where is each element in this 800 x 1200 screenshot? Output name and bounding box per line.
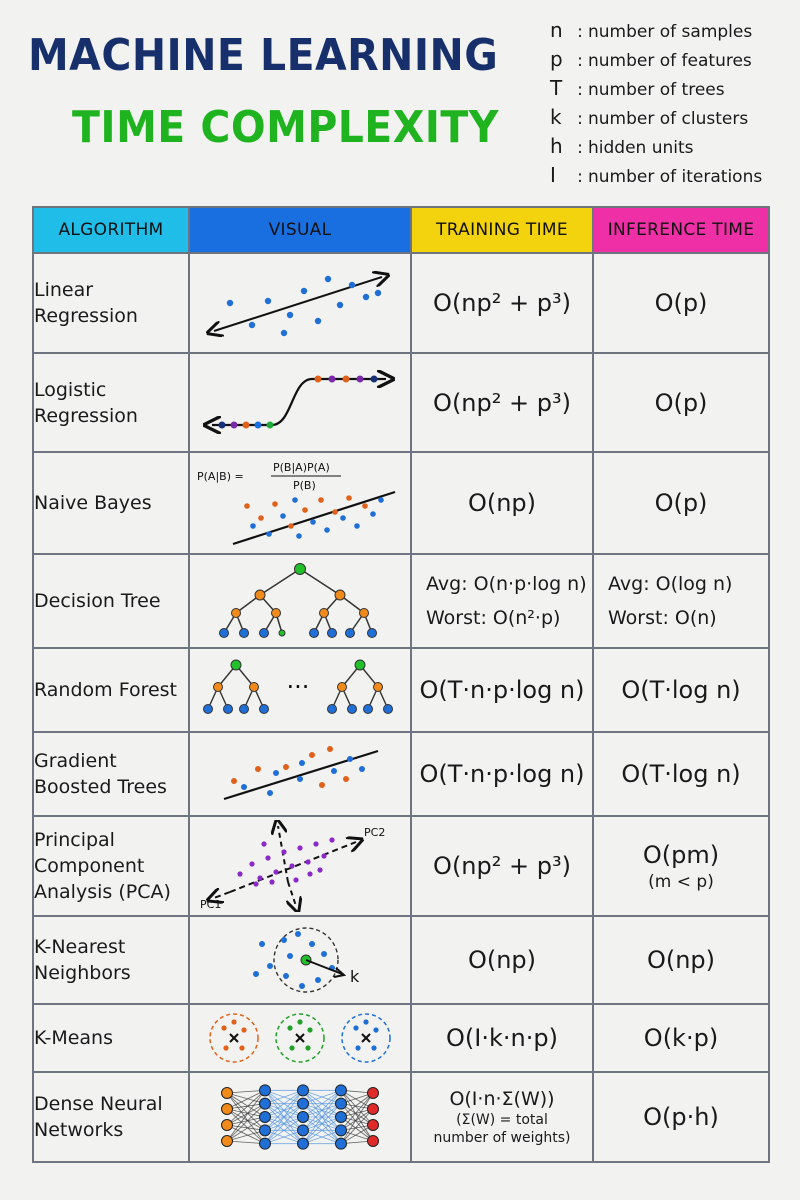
table-row	[33, 648, 769, 732]
neuron-node	[368, 1120, 379, 1131]
neuron-node	[368, 1088, 379, 1099]
legend-item: I : number of iterations	[550, 163, 763, 187]
bayes-formula-numerator: P(B|A)P(A)	[273, 461, 330, 474]
legend-item: h : hidden units	[550, 134, 694, 158]
training-time: Avg: O(n·p·log n) Worst: O(n²·p)	[411, 554, 593, 648]
title-machine-learning: MACHINE LEARNING	[28, 30, 499, 81]
visual-cell	[189, 732, 411, 816]
neuron-node	[222, 1088, 233, 1099]
neuron-node	[298, 1138, 309, 1149]
inference-time: O(p)	[593, 253, 769, 353]
neuron-node	[298, 1125, 309, 1136]
header-visual: VISUAL	[189, 207, 411, 253]
header-algorithm: ALGORITHM	[33, 207, 189, 253]
knn-icon	[200, 920, 400, 1000]
pc1-label: PC1	[200, 898, 222, 911]
sigmoid-icon	[200, 363, 400, 443]
neural-net-icon	[215, 1077, 385, 1157]
inference-time: O(p)	[593, 452, 769, 554]
neuron-node	[222, 1120, 233, 1131]
neuron-node	[336, 1138, 347, 1149]
training-time: O(np² + p³)	[411, 353, 593, 452]
table-row	[33, 353, 769, 452]
algorithm-name: K-Means	[33, 1004, 189, 1072]
forest-icon	[200, 655, 400, 725]
pc2-label: PC2	[364, 826, 386, 839]
visual-cell	[189, 816, 411, 916]
scatter-line-icon	[200, 263, 400, 343]
neuron-node	[260, 1085, 271, 1096]
inference-time: O(np)	[593, 916, 769, 1004]
neuron-node	[336, 1098, 347, 1109]
k-label: k	[350, 967, 360, 986]
bayes-formula-left: P(A|B) =	[197, 470, 244, 483]
clusters-icon	[200, 1008, 400, 1068]
inference-time: O(p)	[593, 353, 769, 452]
legend-item: n : number of samples	[550, 18, 753, 42]
pca-icon	[200, 820, 400, 912]
visual-cell	[189, 253, 411, 353]
inference-time: O(T·log n)	[593, 732, 769, 816]
algorithm-name: Logistic Regression	[33, 353, 189, 452]
visual-cell	[189, 554, 411, 648]
neuron-node	[298, 1085, 309, 1096]
neuron-node	[336, 1085, 347, 1096]
inference-time: O(k·p)	[593, 1004, 769, 1072]
tree-icon	[210, 559, 390, 643]
symbol-legend	[550, 18, 762, 192]
visual-cell	[189, 1072, 411, 1162]
table-row	[33, 253, 769, 353]
header-inference-time: INFERENCE TIME	[593, 207, 769, 253]
neuron-node	[298, 1112, 309, 1123]
table-row	[33, 554, 769, 648]
title-time-complexity: TIME COMPLEXITY	[72, 102, 499, 153]
inference-time: O(T·log n)	[593, 648, 769, 732]
algorithm-name: Linear Regression	[33, 253, 189, 353]
training-time: O(np)	[411, 916, 593, 1004]
table-row	[33, 1004, 769, 1072]
algorithm-name: K-Nearest Neighbors	[33, 916, 189, 1004]
neuron-node	[260, 1125, 271, 1136]
legend-item: T : number of trees	[550, 76, 725, 100]
neuron-node	[368, 1136, 379, 1147]
table-row	[33, 732, 769, 816]
training-time: O(np)	[411, 452, 593, 554]
neuron-node	[260, 1112, 271, 1123]
training-time: O(np² + p³)	[411, 253, 593, 353]
visual-cell	[189, 452, 411, 554]
header-training-time: TRAINING TIME	[411, 207, 593, 253]
table-row	[33, 816, 769, 916]
neuron-node	[260, 1138, 271, 1149]
algorithm-name: Dense Neural Networks	[33, 1072, 189, 1162]
algorithm-name: Gradient Boosted Trees	[33, 732, 189, 816]
inference-time: Avg: O(log n) Worst: O(n)	[593, 554, 769, 648]
neuron-node	[222, 1136, 233, 1147]
training-time: O(I·k·n·p)	[411, 1004, 593, 1072]
legend-item: p : number of features	[550, 47, 752, 71]
table-header-row	[33, 207, 769, 253]
table-row	[33, 916, 769, 1004]
training-time: O(I·n·Σ(W)) (Σ(W) = total number of weights)	[411, 1072, 593, 1162]
visual-cell	[189, 353, 411, 452]
table-row	[33, 1072, 769, 1162]
algorithm-name: Random Forest	[33, 648, 189, 732]
neuron-node	[336, 1125, 347, 1136]
neuron-node	[298, 1098, 309, 1109]
visual-cell	[189, 1004, 411, 1072]
ellipsis-text: ···	[286, 673, 310, 701]
neuron-node	[260, 1098, 271, 1109]
legend-item: k : number of clusters	[550, 105, 749, 129]
training-time: O(np² + p³)	[411, 816, 593, 916]
boosted-scatter-icon	[210, 739, 390, 809]
inference-time: O(p·h)	[593, 1072, 769, 1162]
bayes-scatter-icon	[195, 456, 405, 550]
algorithm-name: Decision Tree	[33, 554, 189, 648]
visual-cell	[189, 648, 411, 732]
bayes-formula-denominator: P(B)	[293, 479, 316, 492]
neuron-node	[336, 1112, 347, 1123]
training-time: O(T·n·p·log n)	[411, 732, 593, 816]
complexity-table	[32, 206, 770, 1163]
inference-time: O(pm) (m < p)	[593, 816, 769, 916]
algorithm-name: Naive Bayes	[33, 452, 189, 554]
table-row	[33, 452, 769, 554]
algorithm-name: Principal Component Analysis (PCA)	[33, 816, 189, 916]
visual-cell	[189, 916, 411, 1004]
training-time: O(T·n·p·log n)	[411, 648, 593, 732]
neuron-node	[368, 1104, 379, 1115]
neuron-node	[222, 1104, 233, 1115]
